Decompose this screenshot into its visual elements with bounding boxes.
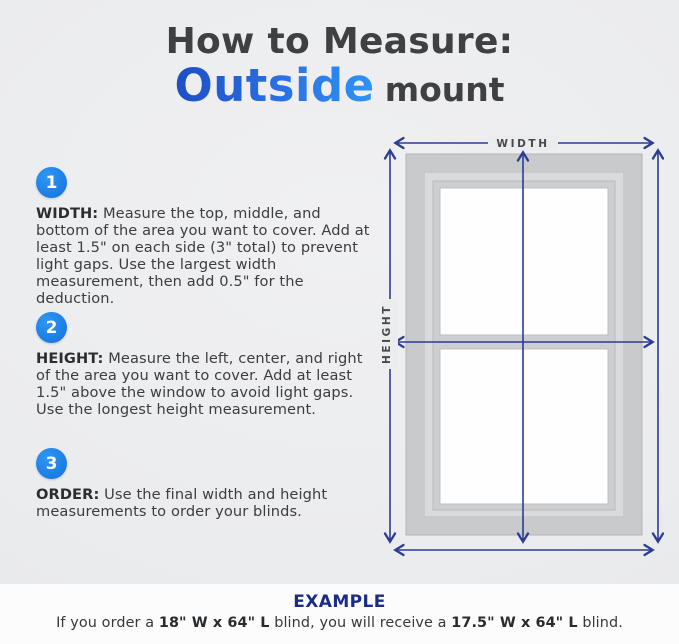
step-order bbox=[36, 448, 378, 521]
example-ordered-size: 18" W x 64" L bbox=[158, 615, 270, 631]
height-label: HEIGHT bbox=[381, 303, 393, 365]
example-suffix: blind. bbox=[577, 615, 623, 631]
example-prefix: If you order a bbox=[56, 615, 159, 631]
step-3-badge: 3 bbox=[36, 448, 67, 479]
header bbox=[0, 21, 679, 112]
example-received-size: 17.5" W x 64" L bbox=[451, 615, 578, 631]
step-height bbox=[36, 312, 378, 419]
step-1-body: Measure the top, middle, and bottom of the area you want to cover. Add at least 1.5" on each side (3" total) to prevent light gaps. Use the largest width measurement, then add 0.5" for the deduction. bbox=[36, 205, 370, 307]
step-2-text bbox=[36, 351, 378, 419]
step-1-badge: 1 bbox=[36, 167, 67, 198]
window-diagram-svg bbox=[372, 131, 664, 586]
window-glass-bottom bbox=[440, 349, 608, 504]
step-3-text bbox=[36, 487, 378, 521]
page-title-suffix: mount bbox=[384, 69, 505, 109]
step-2-body: Measure the left, center, and right of the area you want to cover. Add at least 1.5" above the window to avoid light gaps. Use the longest height measurement. bbox=[36, 350, 363, 418]
step-2-label: HEIGHT: bbox=[36, 350, 104, 367]
example-section bbox=[0, 584, 679, 644]
page-title-line2 bbox=[0, 58, 679, 112]
step-2-badge: 2 bbox=[36, 312, 67, 343]
step-3-body: Use the final width and height measurements to order your blinds. bbox=[36, 486, 328, 520]
page-title-line1: How to Measure: bbox=[165, 21, 514, 62]
example-sentence bbox=[0, 615, 679, 631]
window-illustration bbox=[406, 154, 642, 535]
step-3-label: ORDER: bbox=[36, 486, 100, 503]
steps-list bbox=[36, 167, 378, 547]
window-measurement-diagram bbox=[372, 131, 664, 586]
step-width bbox=[36, 167, 378, 307]
example-middle: blind, you will receive a bbox=[269, 615, 452, 631]
example-heading: EXAMPLE bbox=[293, 592, 386, 612]
step-1-label: WIDTH: bbox=[36, 205, 99, 222]
width-label: WIDTH bbox=[496, 138, 550, 150]
page-title-highlight: Outside bbox=[174, 58, 375, 112]
step-1-text bbox=[36, 206, 378, 307]
window-glass-top bbox=[440, 188, 608, 335]
